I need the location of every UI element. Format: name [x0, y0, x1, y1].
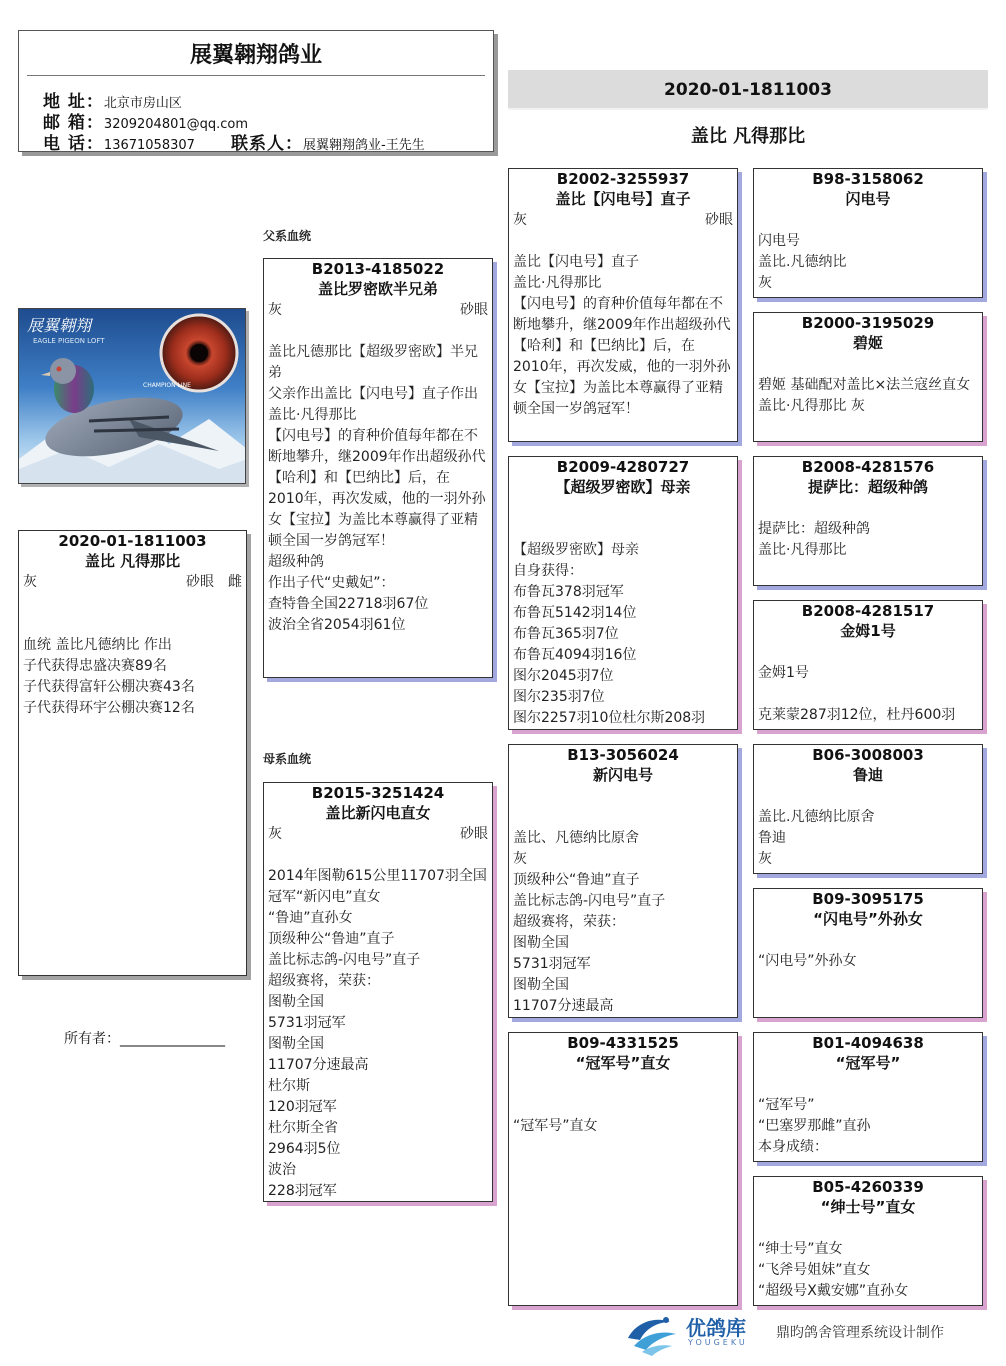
- email-label: 邮 箱：: [43, 113, 104, 133]
- gen3-4-desc: 盖比.凡德纳比原舍 鲁迪 灰: [758, 809, 875, 867]
- grandsire-paternal-card: [508, 168, 738, 442]
- gen2-3-ring: B09-4331525: [567, 1034, 679, 1052]
- granddam-paternal-card: [508, 456, 738, 730]
- gen3-2-name: 提萨比：超级种鸽: [807, 478, 928, 496]
- subject-card: [18, 530, 247, 976]
- gen3-2-desc: 提萨比：超级种鸽 盖比·凡得那比: [758, 521, 870, 558]
- address-value: 北京市房山区: [103, 96, 182, 111]
- gen3-7-name: “绅士号”直女: [820, 1198, 916, 1216]
- subject-ring: 2020-01-1811003: [58, 532, 207, 550]
- gen3-5-name: “闪电号”外孙女: [813, 910, 923, 928]
- sire-eye: 砂眼: [460, 302, 488, 318]
- gen3-card-5: [753, 888, 983, 1018]
- gen2-2-name: 新闪电号: [592, 766, 653, 784]
- gen2-1-name: 【超级罗密欧】母亲: [555, 478, 691, 496]
- sire-attrs: [268, 300, 488, 321]
- gen3-6-name: “冠军号”: [835, 1054, 901, 1072]
- gen3-3-desc: 金姆1号 克莱蒙287羽12位，杜丹600羽: [758, 665, 956, 723]
- gen3-7-desc: “绅士号”直女 “飞斧号姐妹”直女 “超级号X戴安娜”直孙女: [758, 1241, 909, 1299]
- gen3-0-name: 闪电号: [845, 190, 891, 208]
- gen3-7-ring: B05-4260339: [812, 1178, 924, 1196]
- dam-line-label: 母系血统: [263, 752, 312, 766]
- gen3-5-desc: “闪电号”外孙女: [758, 953, 857, 969]
- gen3-1-ring: B2000-3195029: [801, 314, 935, 332]
- gen3-1-desc: 碧姬 基础配对盖比×法兰寇丝直女 盖比·凡得那比 灰: [758, 377, 971, 414]
- svg-text:CHAMPION LINE: CHAMPION LINE: [143, 382, 191, 389]
- gen3-card-6: [753, 1032, 983, 1162]
- org-name: 展翼翱翔鸽业: [189, 43, 322, 68]
- svg-text:EAGLE PIGEON LOFT: EAGLE PIGEON LOFT: [33, 337, 105, 345]
- contact-value: 展翼翱翔鸽业-王先生: [303, 138, 425, 153]
- gen3-4-name: 鲁迪: [852, 766, 883, 784]
- gen2-0-color: 灰: [513, 212, 527, 228]
- sire-color: 灰: [268, 302, 282, 318]
- gen3-0-desc: 闪电号 盖比.凡德纳比 灰: [758, 233, 847, 291]
- footer-credit: 鼎昀鸽舍管理系统设计制作: [776, 1325, 944, 1341]
- gen2-0-name: 盖比【闪电号】直子: [555, 190, 691, 208]
- gen3-card-0: [753, 168, 983, 298]
- phone-row: [43, 129, 195, 154]
- subject-color: 灰: [23, 574, 37, 590]
- dam-desc: 2014年图勒615公里11707羽全国冠军“新闪电”直女 “鲁迪”直孙女 顶级种公“鲁迪”直子 盖比标志鸽-闪电号”直子 超级赛将，荣获： 图勒全国 5731羽冠军 图勒全国 11707分速最高 杜尔斯 120羽冠军 杜尔斯全省 2964羽5位 波治 228羽冠军: [268, 868, 487, 1199]
- gen3-6-ring: B01-4094638: [812, 1034, 924, 1052]
- gen3-6-desc: “冠军号” “巴塞罗那雌”直孙 本身成绩：: [758, 1097, 871, 1155]
- pigeon-photo: [18, 308, 246, 484]
- dam-color: 灰: [268, 826, 282, 842]
- phone-value: 13671058307: [103, 138, 195, 153]
- gen3-card-4: [753, 744, 983, 874]
- gen2-3-desc: “冠军号”直女: [513, 1118, 598, 1134]
- granddam-maternal-card: [508, 1032, 738, 1306]
- sire-line-label: 父系血统: [263, 229, 312, 243]
- gen3-5-ring: B09-3095175: [812, 890, 924, 908]
- footer: [620, 1308, 1000, 1358]
- subject-attrs: [23, 572, 242, 593]
- dam-card: [263, 782, 493, 1202]
- banner-ring: 2020-01-1811003: [508, 70, 988, 110]
- gen3-card-7: [753, 1176, 983, 1306]
- gen3-card-3: [753, 600, 983, 730]
- gen2-1-ring: B2009-4280727: [556, 458, 690, 476]
- address-label: 地 址：: [43, 92, 104, 112]
- email-value: 3209204801@qq.com: [103, 117, 249, 132]
- contact-label: 联系人：: [231, 134, 303, 154]
- header-divider: [27, 75, 485, 76]
- gen2-2-desc: 盖比、凡德纳比原舍 灰 顶级种公“鲁迪”直子 盖比标志鸽-闪电号”直子 超级赛将，荣获： 图勒全国 5731羽冠军 图勒全国 11707分速最高: [513, 830, 666, 1014]
- subject-name: 盖比 凡得那比: [84, 552, 181, 570]
- dam-eye: 砂眼: [460, 826, 488, 842]
- yougeku-logo-icon: [622, 1308, 682, 1356]
- banner-name: 盖比 凡得那比: [690, 126, 806, 147]
- grandsire-maternal-card: [508, 744, 738, 1018]
- subject-sex: 雌: [228, 574, 242, 590]
- sire-desc: 盖比凡德那比【超级罗密欧】半兄弟 父亲作出盖比【闪电号】直子作出 盖比·凡得那比 【闪电号】的育种价值每年都在不断地攀升，继2009年作出超级孙代【哈利】和【巴纳比】后，在 2010年，再次发威，他的一羽外孙女【宝拉】为盖比本尊赢得了亚精顿全国一岁鸽冠军！ 超级种鸽 作出子代“史戴妃”： 查特鲁全国22718羽67位 波治全省2054羽61位: [268, 344, 486, 633]
- gen3-4-ring: B06-3008003: [812, 746, 924, 764]
- subject-desc: 血统 盖比凡德纳比 作出 子代获得忠盛决赛89名 子代获得富轩公棚决赛43名 子代获得环宇公棚决赛12名: [23, 637, 195, 716]
- header-box: [18, 30, 494, 152]
- gen3-2-ring: B2008-4281576: [801, 458, 935, 476]
- sire-name: 盖比罗密欧半兄弟: [317, 280, 438, 298]
- gen2-2-ring: B13-3056024: [567, 746, 679, 764]
- subject-eye: 砂眼: [186, 574, 214, 590]
- contact-row: [231, 129, 425, 154]
- svg-text:展翼翱翔: 展翼翱翔: [27, 316, 92, 335]
- gen2-0-eye: 砂眼: [705, 212, 733, 228]
- phone-label: 电 话：: [43, 134, 104, 154]
- owner-line: 所有者：_______________: [64, 1031, 225, 1047]
- dam-name: 盖比新闪电直女: [325, 804, 431, 822]
- dam-attrs: [268, 824, 488, 845]
- gen2-3-name: “冠军号”直女: [575, 1054, 671, 1072]
- pigeon-illustration: [19, 309, 246, 484]
- gen3-0-ring: B98-3158062: [812, 170, 924, 188]
- gen3-card-2: [753, 456, 983, 586]
- brand-name: 优鸽库: [686, 1316, 746, 1340]
- gen2-0-desc: 盖比【闪电号】直子 盖比·凡得那比 【闪电号】的育种价值每年都在不断地攀升，继2009年作出超级孙代【哈利】和【巴纳比】后，在 2010年，再次发威，他的一羽外孙女【宝拉】为盖比本尊赢得了亚精顿全国一岁鸽冠军！: [513, 254, 731, 417]
- brand-name-en: YOUGEKU: [688, 1338, 748, 1347]
- gen2-0-ring: B2002-3255937: [556, 170, 690, 188]
- sire-card: [263, 258, 493, 678]
- gen2-1-desc: 【超级罗密欧】母亲 自身获得： 布鲁瓦378羽冠军 布鲁瓦5142羽14位 布鲁瓦365羽7位 布鲁瓦4094羽16位 图尔2045羽7位 图尔235羽7位 图尔2257羽10位杜尔斯208羽: [513, 542, 706, 726]
- dam-ring: B2015-3251424: [311, 784, 445, 802]
- gen2-0-attrs: [513, 210, 733, 231]
- gen3-card-1: [753, 312, 983, 442]
- gen3-3-name: 金姆1号: [840, 622, 896, 640]
- gen3-1-name: 碧姬: [852, 334, 883, 352]
- sire-ring: B2013-4185022: [311, 260, 445, 278]
- gen3-3-ring: B2008-4281517: [801, 602, 935, 620]
